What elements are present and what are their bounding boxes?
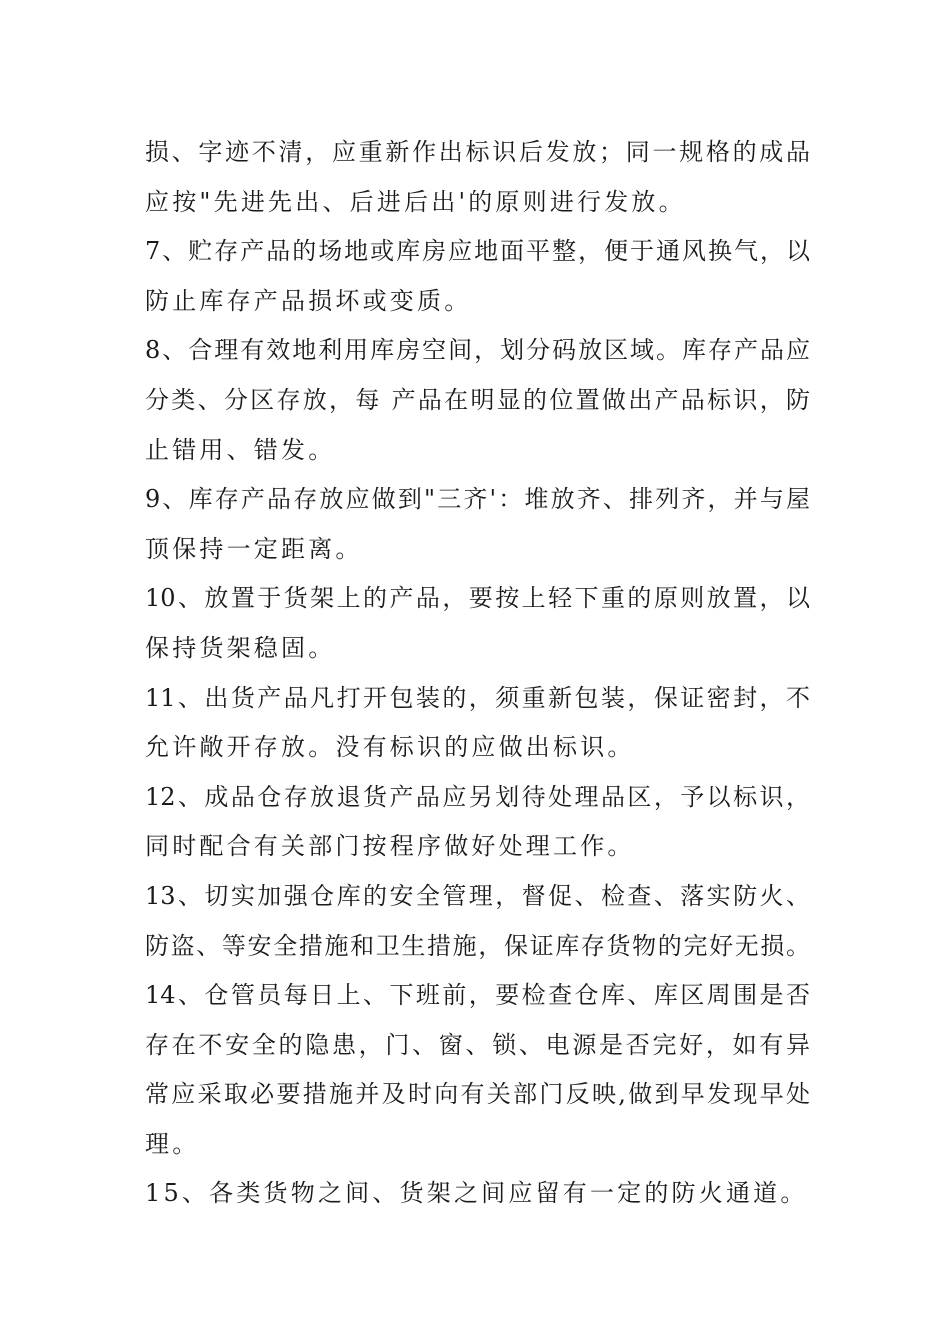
text-line: 15、各类货物之间、货架之间应留有一定的防火通道。: [145, 1179, 808, 1208]
text-line: 顶保持一定距离。: [145, 534, 363, 563]
text-line: 理。: [145, 1129, 200, 1158]
text-line: 7、贮存产品的场地或库房应地面平整，便于通风换气，以: [145, 237, 810, 266]
text-line: 防止库存产品损坏或变质。: [145, 286, 472, 315]
text-line: 防盗、等安全措施和卫生措施，保证库存货物的完好无损。: [145, 931, 810, 960]
text-line: 常应采取必要措施并及时向有关部门反映,做到早发现早处: [145, 1080, 810, 1109]
text-line: 同时配合有关部门按程序做好处理工作。: [145, 832, 635, 861]
text-line: 应按"先进先出、后进后出'的原则进行发放。: [145, 187, 686, 216]
document-body: [145, 128, 810, 1219]
text-line: 止错用、错发。: [145, 435, 336, 464]
text-line: 13、切实加强仓库的安全管理，督促、检查、落实防火、: [145, 881, 810, 910]
text-line: 10、放置于货架上的产品，要按上轻下重的原则放置，以: [145, 584, 810, 613]
text-line: 8、合理有效地利用库房空间，划分码放区域。库存产品应: [145, 336, 810, 365]
text-line: 11、出货产品凡打开包装的，须重新包装，保证密封，不: [145, 683, 810, 712]
text-line: 14、仓管员每日上、下班前，要检查仓库、库区周围是否: [145, 981, 810, 1010]
text-line: 损、字迹不清，应重新作出标识后发放；同一规格的成品: [145, 138, 810, 166]
text-line: 9、库存产品存放应做到"三齐'：堆放齐、排列齐，并与屋: [145, 485, 810, 514]
text-line: 允许敞开存放。没有标识的应做出标识。: [145, 733, 635, 762]
text-line: 分类、分区存放，每 产品在明显的位置做出产品标识，防: [145, 385, 810, 414]
text-line: 保持货架稳固。: [145, 633, 336, 662]
text-line: 存在不安全的隐患，门、窗、锁、电源是否完好，如有异: [145, 1030, 810, 1059]
text-line: 12、成品仓存放退货产品应另划待处理品区，予以标识，: [145, 782, 810, 811]
